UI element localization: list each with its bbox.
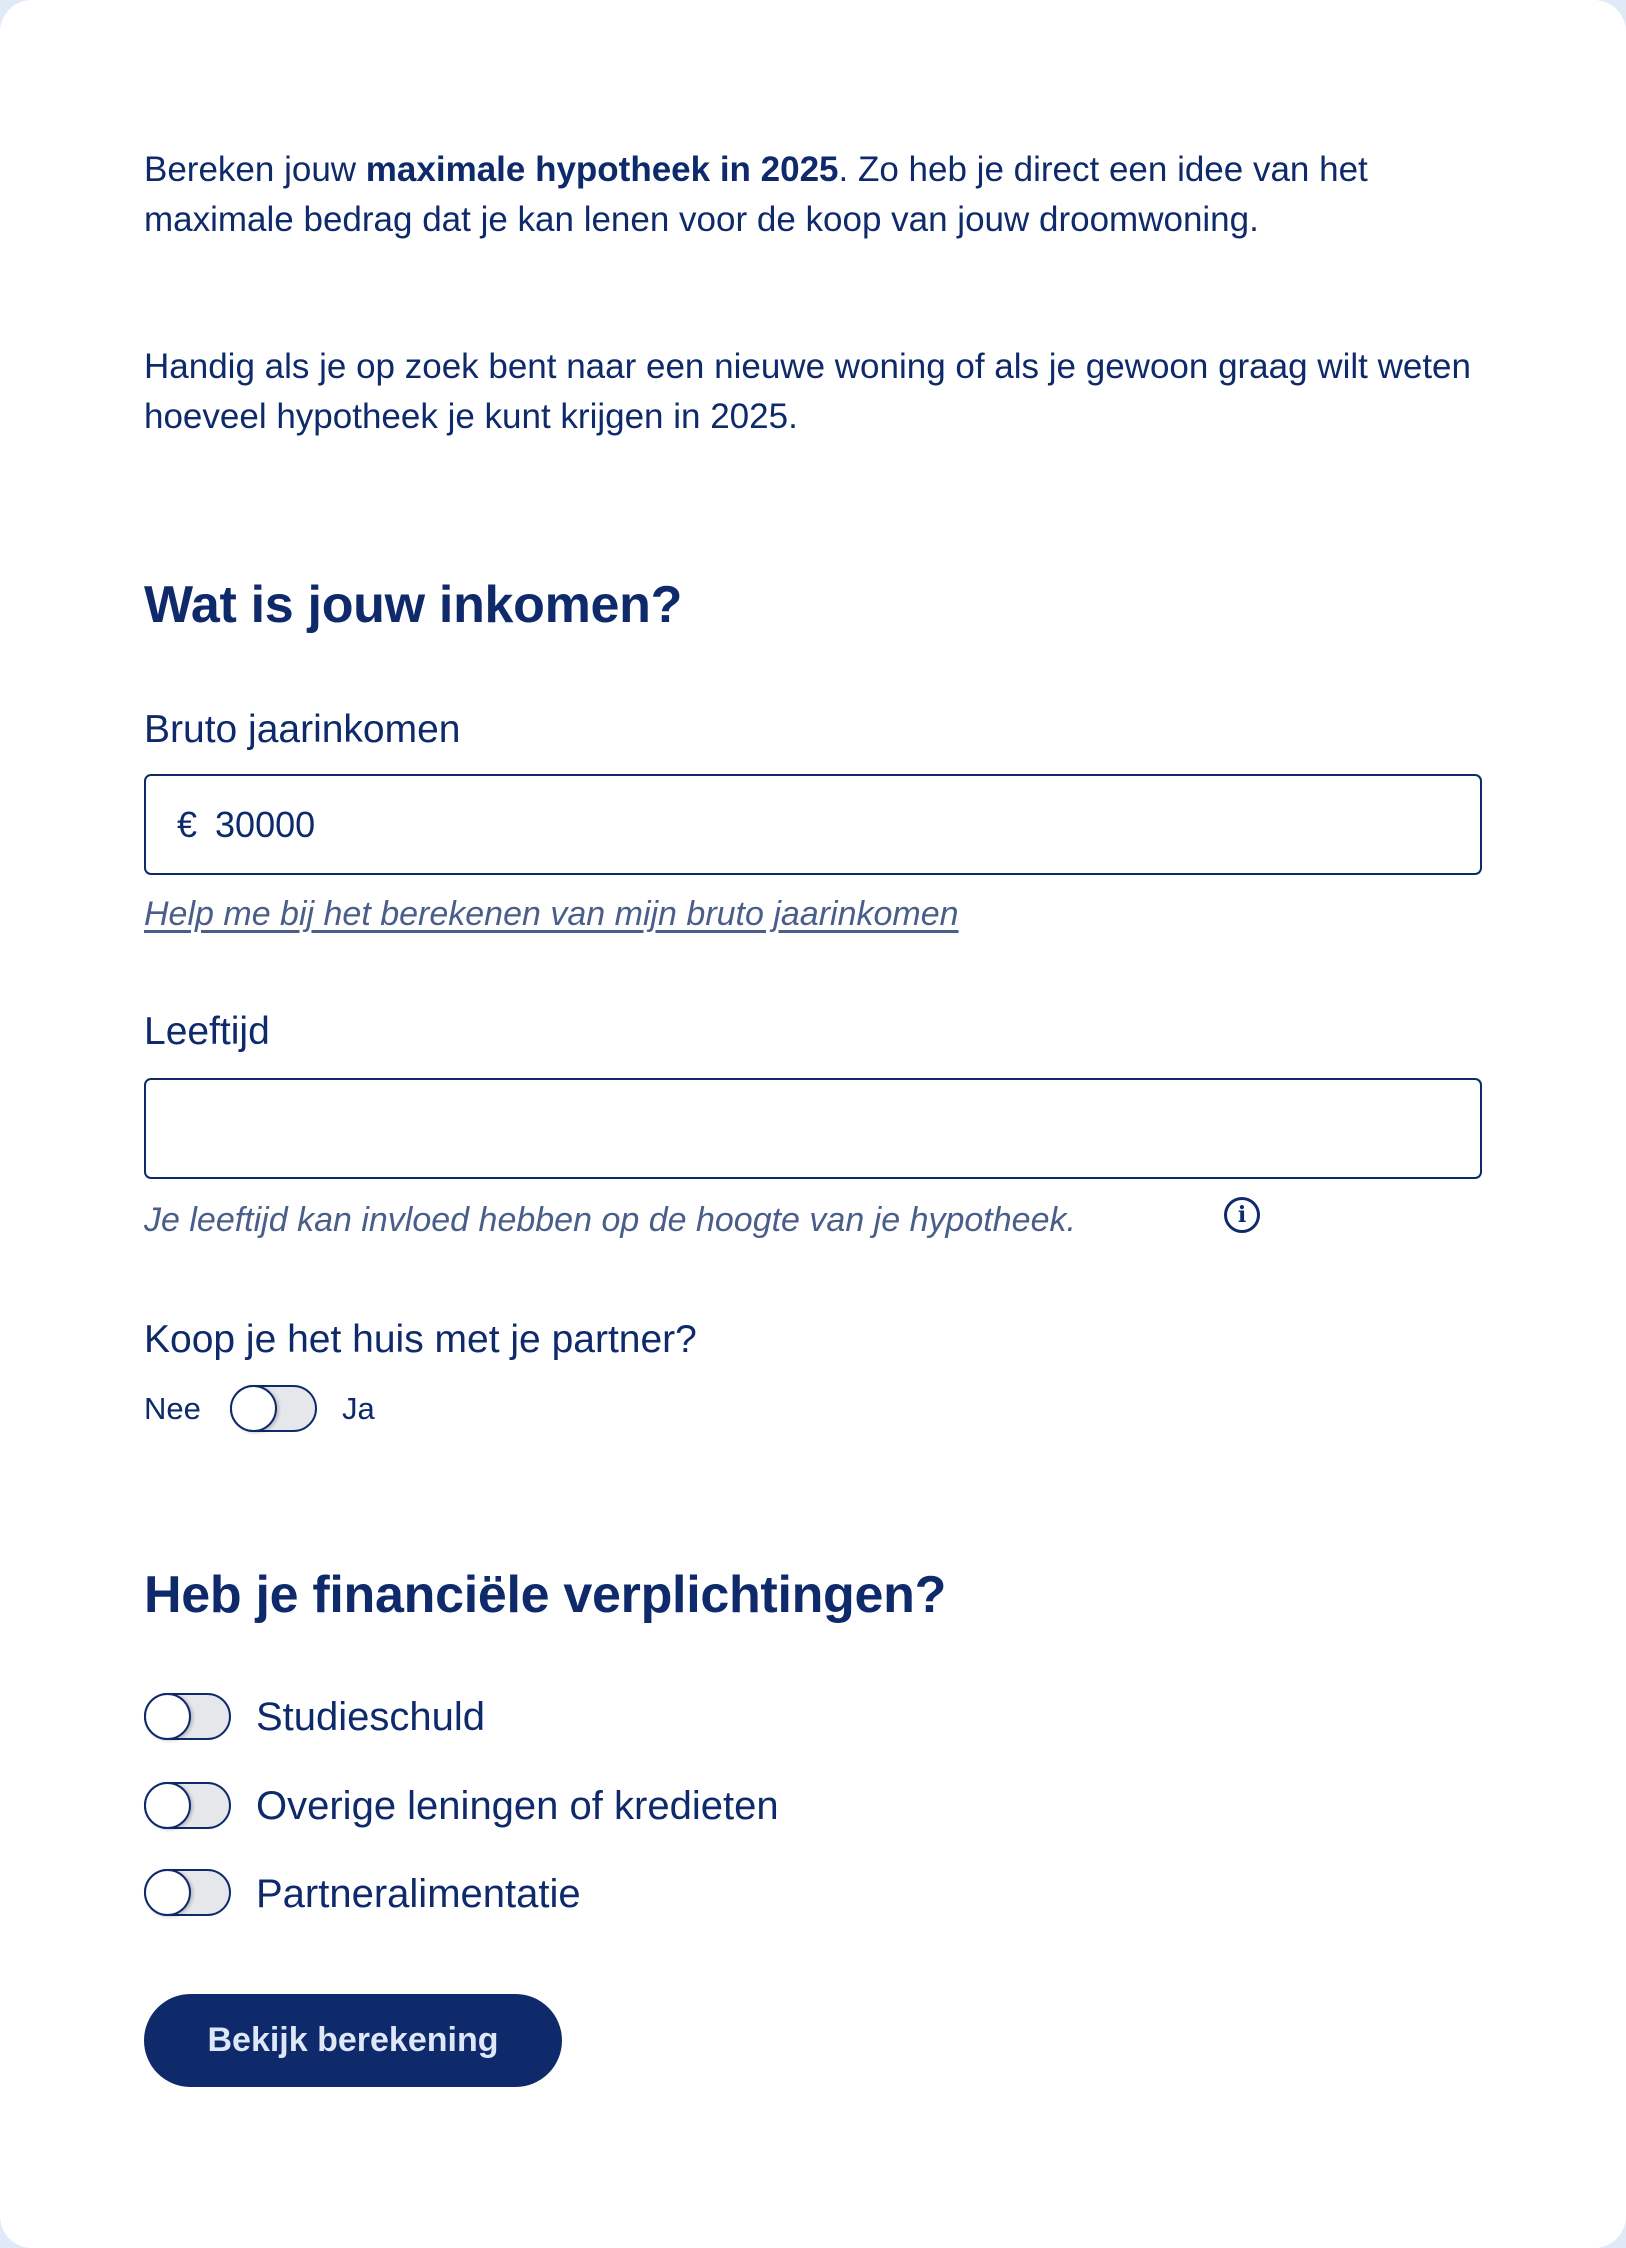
toggle-knob xyxy=(144,1693,191,1740)
partner-no-label: Nee xyxy=(144,1391,201,1426)
toggle-knob xyxy=(144,1782,191,1829)
intro-text: Bereken jouw xyxy=(144,150,366,189)
income-section-title: Wat is jouw inkomen? xyxy=(144,576,683,634)
age-label: Leeftijd xyxy=(144,1010,270,1053)
gross-income-label: Bruto jaarinkomen xyxy=(144,708,461,751)
info-circle-icon[interactable]: i xyxy=(1224,1197,1260,1233)
gross-income-input[interactable] xyxy=(215,804,1315,846)
other-loans-toggle[interactable] xyxy=(144,1782,231,1829)
studieschuld-label[interactable]: Studieschuld xyxy=(256,1695,486,1739)
other-loans-label[interactable]: Overige leningen of kredieten xyxy=(256,1784,779,1828)
age-input[interactable] xyxy=(177,1108,1277,1150)
studieschuld-toggle[interactable] xyxy=(144,1693,231,1740)
toggle-knob xyxy=(230,1385,277,1432)
intro-emphasis: maximale hypotheek in 2025 xyxy=(365,150,839,189)
age-field[interactable] xyxy=(144,1078,1482,1179)
gross-income-help-link[interactable]: Help me bij het berekenen van mijn bruto jaarinkomen xyxy=(144,895,959,933)
toggle-knob xyxy=(144,1869,191,1916)
partner-toggle[interactable] xyxy=(230,1385,317,1432)
age-hint: Je leeftijd kan invloed hebben op de hoogte van je hypotheek. xyxy=(144,1201,1076,1239)
partner-yes-label: Ja xyxy=(342,1391,375,1426)
gross-income-field[interactable] xyxy=(144,774,1482,875)
alimony-label[interactable]: Partneralimentatie xyxy=(256,1872,581,1916)
obligations-section-title: Heb je financiële verplichtingen? xyxy=(144,1566,947,1624)
intro-text: . Zo heb je direct een idee van het maximale bedrag dat je kan lenen voor de koop van jouw droomwoning. xyxy=(144,150,1368,239)
partner-question: Koop je het huis met je partner? xyxy=(144,1318,697,1361)
euro-icon: € xyxy=(177,803,198,845)
alimony-toggle[interactable] xyxy=(144,1869,231,1916)
intro-paragraph-1 xyxy=(144,145,1484,245)
intro-paragraph-2: Handig als je op zoek bent naar een nieuwe woning of als je gewoon graag wilt weten hoeveel hypotheek je kunt krijgen in 2025. xyxy=(144,347,1471,436)
view-calculation-button[interactable]: Bekijk berekening xyxy=(144,1994,562,2087)
